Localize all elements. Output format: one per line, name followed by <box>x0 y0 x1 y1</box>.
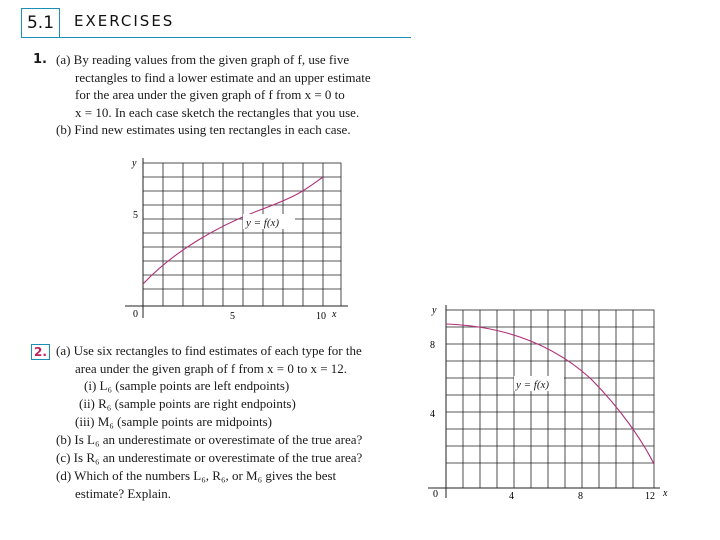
exercise-1-curve <box>143 177 323 284</box>
exercise-1-grid <box>143 163 341 306</box>
exercise-2-line-3: (i) L₆ (sample points are left endpoints) <box>84 378 290 393</box>
exercise-1-origin: 0 <box>133 309 138 320</box>
exercise-2-x-tick-8: 8 <box>578 491 583 502</box>
exercise-2-line-6: (b) Is L₆ an underestimate or overestimate of the true area? <box>56 432 363 447</box>
exercise-2-y-tick-8: 8 <box>430 340 435 351</box>
section-number: 5.1 <box>26 13 55 33</box>
exercise-1-y-axis-label: y <box>132 158 137 169</box>
exercise-1-x-axis-label: x <box>332 309 337 320</box>
exercise-1-line-3: for the area under the given graph of f from x = 0 to <box>75 87 345 102</box>
exercise-2-number: 2. <box>31 344 50 360</box>
exercise-2-line-9: estimate? Explain. <box>75 486 172 501</box>
exercise-2-x-axis-label: x <box>663 488 668 499</box>
exercise-2-line-4: (ii) R₆ (sample points are right endpoints) <box>79 396 296 411</box>
exercise-2-x-tick-12: 12 <box>645 491 655 502</box>
exercise-2-line-1: (a) Use six rectangles to find estimates of each type for the <box>56 343 362 358</box>
exercise-1-x-tick-10: 10 <box>316 311 326 322</box>
exercise-1-curve-label: y = f(x) <box>246 217 280 229</box>
exercise-2-x-tick-4: 4 <box>509 491 514 502</box>
header-divider <box>21 37 411 38</box>
exercise-1-graph <box>120 150 360 330</box>
exercise-2-curve-label: y = f(x) <box>516 379 550 391</box>
exercise-1-y-tick-5: 5 <box>133 210 138 221</box>
exercise-1-number: 1. <box>33 52 47 67</box>
exercise-1-line-4: x = 10. In each case sketch the rectangles that you use. <box>75 105 360 120</box>
exercise-1-line-1: (a) By reading values from the given graph of f, use five <box>56 52 350 67</box>
exercise-2-y-axis-label: y <box>432 305 437 316</box>
exercise-2-curve <box>446 324 654 464</box>
exercise-1-x-tick-5: 5 <box>230 311 235 322</box>
exercise-2-line-8: (d) Which of the numbers L₆, R₆, or M₆ gives the best <box>56 468 337 483</box>
exercise-1-line-2: rectangles to find a lower estimate and an upper estimate <box>75 70 371 85</box>
exercise-2-line-5: (iii) M₆ (sample points are midpoints) <box>75 414 272 429</box>
exercise-2-origin: 0 <box>433 489 438 500</box>
section-title: EXERCISES <box>74 12 175 30</box>
exercise-1-line-5: (b) Find new estimates using ten rectangles in each case. <box>56 122 351 137</box>
exercise-2-line-7: (c) Is R₆ an underestimate or overestimate of the true area? <box>56 450 363 465</box>
exercise-2-line-2: area under the given graph of f from x = 0 to x = 12. <box>75 361 348 376</box>
section-number-box <box>21 8 60 38</box>
exercise-2-grid <box>446 310 654 488</box>
exercise-2-y-tick-4: 4 <box>430 409 435 420</box>
exercise-2-graph <box>420 300 680 510</box>
